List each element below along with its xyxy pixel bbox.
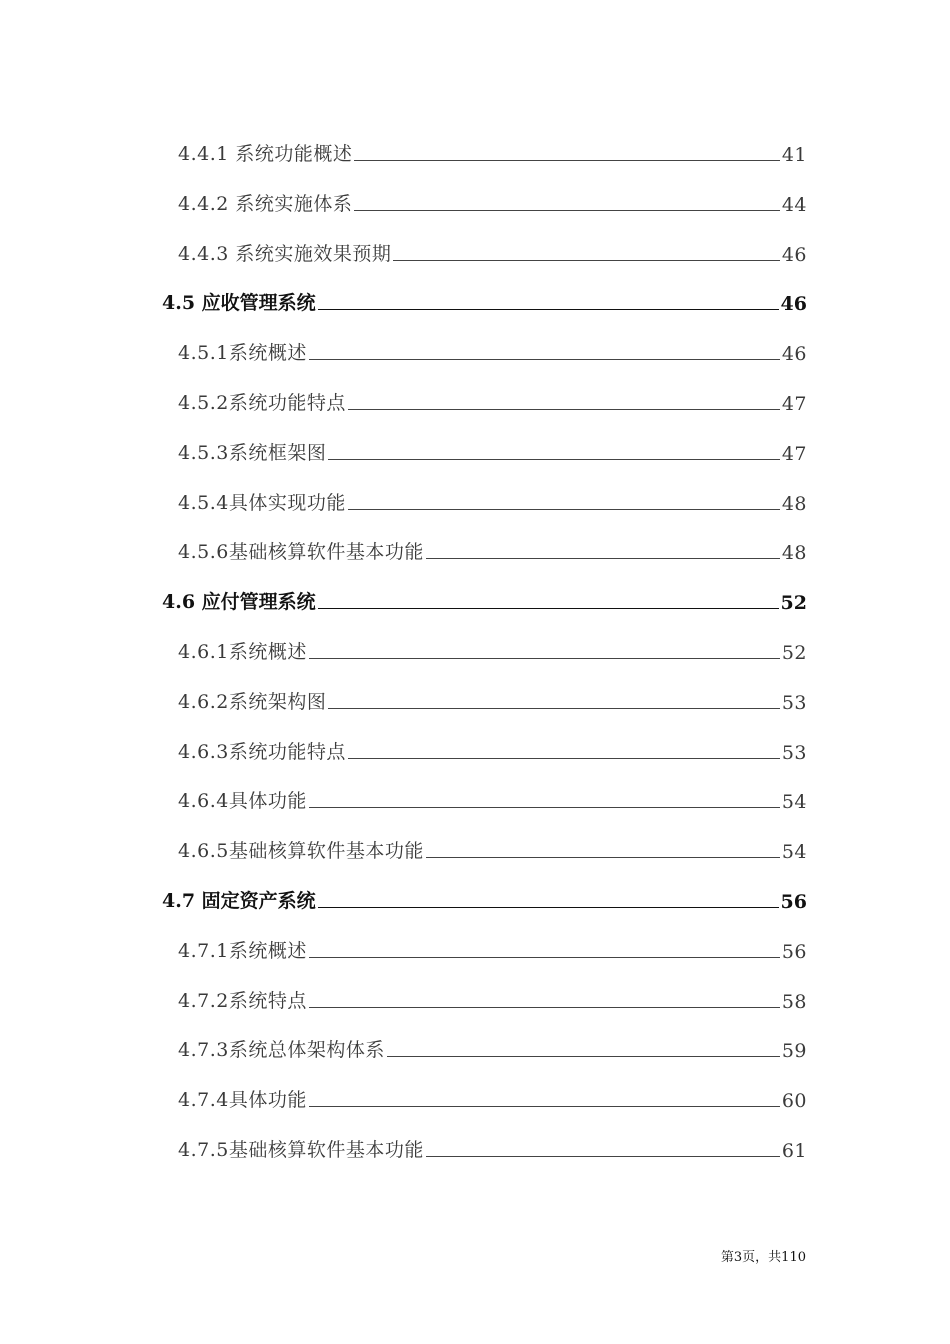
toc-subsection-entry[interactable]: [178, 636, 807, 664]
toc-subsection-entry[interactable]: [178, 387, 807, 415]
toc-subsection-entry[interactable]: [178, 337, 807, 365]
toc-entry-page-number: 41: [781, 144, 807, 166]
toc-section-entry[interactable]: [162, 885, 807, 913]
toc-entry-title: 4.5.6基础核算软件基本功能: [178, 541, 424, 564]
toc-entry-title: 4.5.2系统功能特点: [178, 392, 346, 414]
toc-entry-title: 4.5.1系统概述: [178, 342, 307, 365]
toc-entry-title: 4.6.2系统架构图: [178, 690, 327, 713]
toc-entry-title: 4.6.5基础核算软件基本功能: [178, 840, 424, 863]
toc-leader-line: [309, 1006, 780, 1008]
toc-leader-line: [426, 1155, 780, 1157]
toc-entry-title: 4.6.1系统概述: [178, 641, 307, 663]
toc-leader-line: [318, 308, 779, 310]
toc-leader-line: [354, 209, 779, 211]
toc-entry-page-number: 56: [781, 940, 807, 963]
toc-entry-title: 4.6.4具体功能: [178, 790, 307, 813]
toc-leader-line: [354, 159, 779, 161]
toc-leader-line: [309, 657, 780, 659]
toc-entry-page-number: 47: [781, 442, 807, 465]
toc-entry-page-number: 56: [780, 891, 807, 913]
toc-entry-title: 4.7.1系统概述: [178, 939, 307, 962]
toc-leader-line: [387, 1055, 780, 1057]
toc-leader-line: [393, 259, 779, 261]
toc-entry-title: 4.4.3 系统实施效果预期: [178, 242, 392, 265]
toc-subsection-entry[interactable]: [178, 238, 807, 266]
toc-entry-page-number: 46: [780, 293, 807, 316]
toc-entry-page-number: 52: [781, 642, 807, 664]
toc-leader-line: [426, 557, 780, 559]
toc-subsection-entry[interactable]: [178, 1134, 807, 1162]
toc-leader-line: [348, 408, 780, 410]
toc-entry-title: 4.7.2系统特点: [178, 989, 307, 1012]
toc-subsection-entry[interactable]: [178, 935, 807, 963]
toc-entry-page-number: 61: [781, 1140, 807, 1162]
toc-subsection-entry[interactable]: [178, 437, 807, 465]
toc-entry-page-number: 47: [781, 393, 807, 415]
toc-leader-line: [426, 856, 780, 858]
toc-entry-page-number: 52: [780, 592, 807, 615]
toc-subsection-entry[interactable]: [178, 188, 807, 216]
toc-entry-title: 4.4.1 系统功能概述: [178, 143, 353, 165]
page-number-footer: 第3页，共110: [720, 1250, 806, 1265]
toc-entry-page-number: 54: [781, 841, 807, 864]
toc-entry-title: 4.5.3系统框架图: [178, 441, 327, 464]
toc-entry-title: 4.7.3系统总体架构体系: [178, 1039, 385, 1062]
toc-subsection-entry[interactable]: [178, 1034, 807, 1062]
toc-entry-page-number: 60: [781, 1090, 807, 1113]
toc-leader-line: [328, 458, 779, 460]
toc-entry-title: 4.7.4具体功能: [178, 1089, 307, 1112]
toc-leader-line: [348, 508, 780, 510]
toc-leader-line: [328, 707, 779, 709]
toc-entry-title: 4.5.4具体实现功能: [178, 491, 346, 514]
toc-entry-page-number: 44: [781, 193, 807, 216]
toc-subsection-entry[interactable]: [178, 487, 807, 515]
toc-subsection-entry[interactable]: [178, 1084, 807, 1112]
toc-leader-line: [348, 757, 780, 759]
toc-subsection-entry[interactable]: [178, 536, 807, 564]
toc-entry-page-number: 48: [781, 542, 807, 565]
toc-leader-line: [318, 906, 779, 908]
toc-entry-page-number: 53: [781, 741, 807, 764]
toc-entry-title: 4.5 应收管理系统: [162, 292, 316, 315]
toc-subsection-entry[interactable]: [178, 785, 807, 813]
toc-subsection-entry[interactable]: [178, 985, 807, 1013]
toc-entry-title: 4.7.5基础核算软件基本功能: [178, 1139, 424, 1161]
toc-subsection-entry[interactable]: [178, 736, 807, 764]
toc-entry-page-number: 53: [781, 691, 807, 714]
toc-entry-page-number: 58: [781, 990, 807, 1013]
toc-entry-page-number: 46: [781, 343, 807, 366]
toc-entry-title: 4.6.3系统功能特点: [178, 740, 346, 763]
toc-entry-title: 4.4.2 系统实施体系: [178, 192, 353, 215]
toc-section-entry[interactable]: [162, 287, 807, 315]
toc-leader-line: [309, 806, 780, 808]
toc-subsection-entry[interactable]: [178, 686, 807, 714]
toc-leader-line: [309, 956, 780, 958]
toc-subsection-entry[interactable]: [178, 138, 807, 166]
toc-entry-page-number: 54: [781, 791, 807, 814]
toc-section-entry[interactable]: [162, 586, 807, 614]
toc-subsection-entry[interactable]: [178, 835, 807, 863]
toc-leader-line: [309, 358, 780, 360]
toc-entry-title: 4.7 固定资产系统: [162, 890, 316, 912]
toc-entry-page-number: 46: [781, 243, 807, 266]
toc-entry-page-number: 59: [781, 1040, 807, 1063]
toc-entry-page-number: 48: [781, 492, 807, 515]
toc-entry-title: 4.6 应付管理系统: [162, 591, 316, 614]
toc-leader-line: [318, 607, 779, 609]
toc-leader-line: [309, 1105, 780, 1107]
